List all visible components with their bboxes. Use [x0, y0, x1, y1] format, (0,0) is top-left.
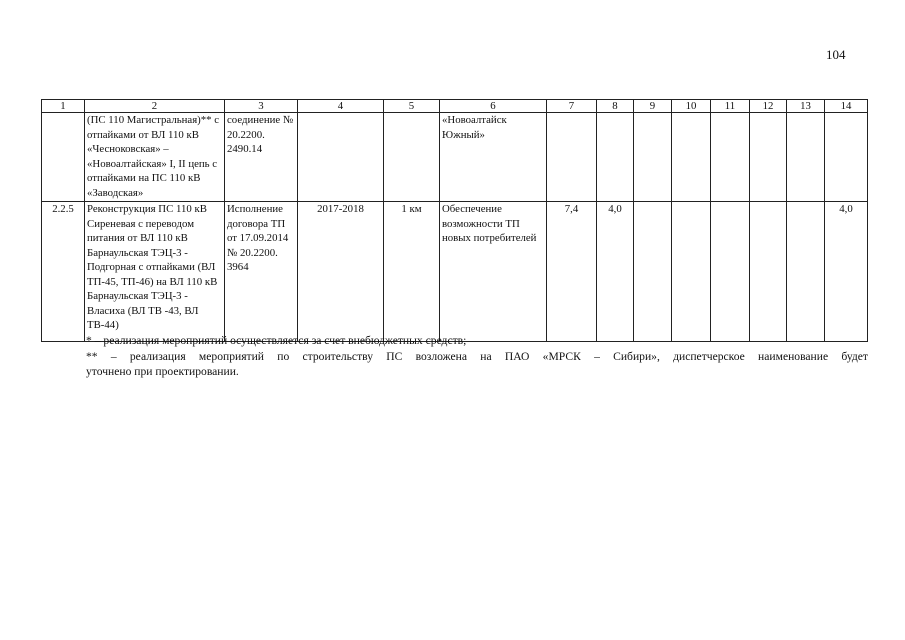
cell-basis: Исполнение договора ТП от 17.09.2014 № 20.2200. 3964 [225, 202, 298, 342]
cell-object-name: (ПС 110 Магистральная)** с отпайками от ВЛ 110 кВ «Чесноковская» – «Новоалтайская» I, II цепь с отпайками на ПС 110 кВ «Заводская» [85, 113, 225, 202]
cell-col9 [634, 202, 672, 342]
footnote-mrsk-line2: уточнено при проектировании. [86, 365, 239, 378]
column-number-1: 1 [42, 100, 85, 113]
cell-col11 [711, 113, 750, 202]
column-number-10: 10 [672, 100, 711, 113]
column-number-5: 5 [384, 100, 440, 113]
cell-object-name: Реконструкция ПС 110 кВ Сиреневая с переводом питания от ВЛ 110 кВ Барнаульская ТЭЦ-3 - Подгорная с отпайками (ВЛ ТП-45, ТП-46) на ВЛ 110 кВ Барнаульская ТЭЦ-3 - Власиха (ВЛ ТВ -43, ВЛ ТВ-44) [85, 202, 225, 342]
cell-purpose: Обеспечение возможности ТП новых потребителей [440, 202, 547, 342]
column-number-14: 14 [825, 100, 868, 113]
page-number: 104 [826, 47, 846, 62]
column-number-7: 7 [547, 100, 597, 113]
table-header-row [42, 100, 868, 113]
cell-item-number [42, 113, 85, 202]
cell-basis: соединение № 20.2200. 2490.14 [225, 113, 298, 202]
cell-col13 [787, 113, 825, 202]
footnote-mrsk-line1: ** – реализация мероприятий по строительству ПС возложена на ПАО «МРСК – Сибири», диспетчерское наименование будет [86, 349, 868, 363]
column-number-12: 12 [750, 100, 787, 113]
table-row [42, 202, 868, 342]
cell-col8 [597, 113, 634, 202]
cell-col7: 7,4 [547, 202, 597, 342]
cell-col10 [672, 113, 711, 202]
cell-col7 [547, 113, 597, 202]
column-number-11: 11 [711, 100, 750, 113]
column-number-9: 9 [634, 100, 672, 113]
cell-period [298, 113, 384, 202]
column-number-3: 3 [225, 100, 298, 113]
cell-col11 [711, 202, 750, 342]
column-number-6: 6 [440, 100, 547, 113]
table-row [42, 113, 868, 202]
measures-table [41, 99, 868, 342]
cell-length [384, 113, 440, 202]
cell-purpose: «Новоалтайск Южный» [440, 113, 547, 202]
cell-col12 [750, 202, 787, 342]
cell-col9 [634, 113, 672, 202]
column-number-8: 8 [597, 100, 634, 113]
column-number-4: 4 [298, 100, 384, 113]
cell-col12 [750, 113, 787, 202]
footnotes [86, 333, 868, 380]
cell-col14: 4,0 [825, 202, 868, 342]
column-number-2: 2 [85, 100, 225, 113]
cell-col10 [672, 202, 711, 342]
cell-col13 [787, 202, 825, 342]
footnote-external-funding: * – реализация мероприятий осуществляется за счет внебюджетных средств; [86, 334, 467, 347]
cell-col14 [825, 113, 868, 202]
cell-col8: 4,0 [597, 202, 634, 342]
column-number-13: 13 [787, 100, 825, 113]
cell-period: 2017-2018 [298, 202, 384, 342]
cell-length: 1 км [384, 202, 440, 342]
cell-item-number: 2.2.5 [42, 202, 85, 342]
